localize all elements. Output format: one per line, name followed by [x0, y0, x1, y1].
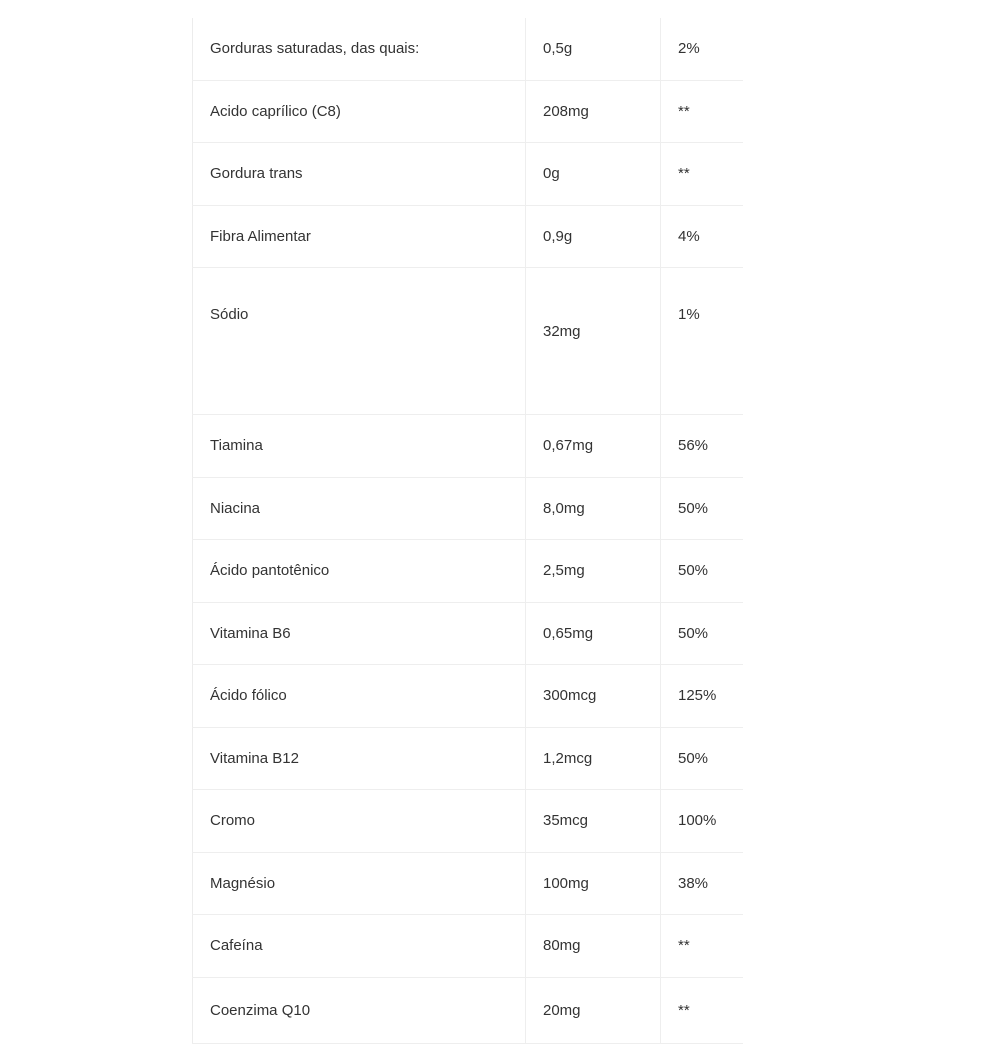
- table-row: [193, 790, 743, 853]
- nutrient-amount: 0g: [526, 143, 661, 206]
- nutrient-name: Vitamina B6: [193, 602, 526, 665]
- daily-value-percent: 50%: [661, 602, 743, 665]
- daily-value-percent: 100%: [661, 790, 743, 853]
- table-row: [193, 540, 743, 603]
- nutrient-name: Sódio: [193, 268, 526, 415]
- nutrient-name: Coenzima Q10: [193, 977, 526, 1043]
- nutrient-amount: 0,67mg: [526, 415, 661, 478]
- nutrient-amount: 100mg: [526, 852, 661, 915]
- table-row: [193, 915, 743, 978]
- nutrient-amount: 0,9g: [526, 205, 661, 268]
- table-row: [193, 80, 743, 143]
- daily-value-percent: **: [661, 80, 743, 143]
- table-row: [193, 268, 743, 415]
- nutrient-amount: 300mcg: [526, 665, 661, 728]
- daily-value-percent: 125%: [661, 665, 743, 728]
- daily-value-percent: 50%: [661, 477, 743, 540]
- daily-value-percent: **: [661, 143, 743, 206]
- table-row: [193, 665, 743, 728]
- nutrient-amount: 208mg: [526, 80, 661, 143]
- table-row: [193, 205, 743, 268]
- nutrient-name: Vitamina B12: [193, 727, 526, 790]
- nutrient-amount: 0,5g: [526, 18, 661, 80]
- daily-value-percent: 50%: [661, 540, 743, 603]
- nutrient-name: Gorduras saturadas, das quais:: [193, 18, 526, 80]
- nutrient-name: Cromo: [193, 790, 526, 853]
- daily-value-percent: **: [661, 915, 743, 978]
- nutrient-amount: 0,65mg: [526, 602, 661, 665]
- nutrient-amount: 1,2mcg: [526, 727, 661, 790]
- daily-value-percent: **: [661, 977, 743, 1043]
- nutrient-amount: 8,0mg: [526, 477, 661, 540]
- nutrient-name: Tiamina: [193, 415, 526, 478]
- daily-value-percent: 56%: [661, 415, 743, 478]
- daily-value-percent: 50%: [661, 727, 743, 790]
- nutrient-name: Ácido fólico: [193, 665, 526, 728]
- daily-value-percent: 1%: [661, 268, 743, 415]
- table-row: [193, 143, 743, 206]
- daily-value-percent: 38%: [661, 852, 743, 915]
- nutrient-amount: 20mg: [526, 977, 661, 1043]
- nutrient-name: Magnésio: [193, 852, 526, 915]
- nutrient-amount: 2,5mg: [526, 540, 661, 603]
- nutrient-name: Fibra Alimentar: [193, 205, 526, 268]
- nutrient-name: Ácido pantotênico: [193, 540, 526, 603]
- nutrient-name: Gordura trans: [193, 143, 526, 206]
- daily-value-percent: 4%: [661, 205, 743, 268]
- table-row: [193, 977, 743, 1043]
- nutrient-name: Niacina: [193, 477, 526, 540]
- daily-value-percent: 2%: [661, 18, 743, 80]
- nutrient-amount: 35mcg: [526, 790, 661, 853]
- table-row: [193, 18, 743, 80]
- table-row: [193, 415, 743, 478]
- nutrient-amount: 80mg: [526, 915, 661, 978]
- table-row: [193, 852, 743, 915]
- nutrient-amount: 32mg: [526, 268, 661, 415]
- table-row: [193, 727, 743, 790]
- nutrient-name: Cafeína: [193, 915, 526, 978]
- table-row: [193, 477, 743, 540]
- table-row: [193, 602, 743, 665]
- nutrient-name: Acido caprílico (C8): [193, 80, 526, 143]
- nutrition-table: [192, 18, 743, 1044]
